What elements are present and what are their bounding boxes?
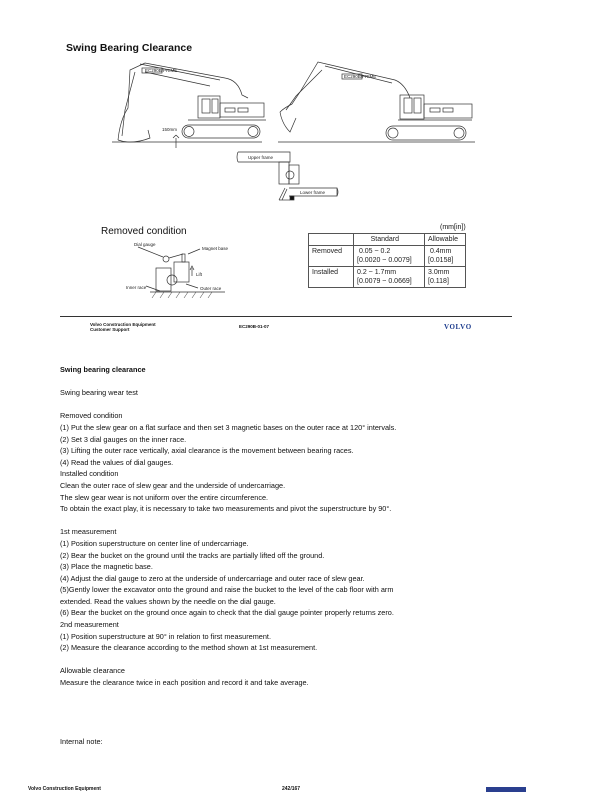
machine-decal-left: EC290B/PRIME — [145, 68, 178, 73]
lift-label: Lift — [196, 272, 203, 277]
step: (4) Read the values of dial gauges. — [60, 457, 174, 467]
step: (1) Position superstructure on center line of undercarriage. — [60, 538, 249, 548]
footer-divider — [60, 316, 512, 317]
section-heading: Swing bearing clearance — [60, 365, 146, 374]
paragraph-line: Measure the clearance twice in each position and record it and take average. — [60, 678, 309, 688]
page-footer-company: Volvo Construction Equipment Customer Support — [90, 322, 156, 332]
figure-title: Swing Bearing Clearance — [66, 42, 193, 54]
header-cell: Standard — [354, 234, 425, 246]
step: (1) Put the slew gear on a flat surface and then set 3 magnetic bases on the outer race at 120° intervals. — [60, 422, 397, 432]
upper-frame-label: Upper frame — [248, 155, 274, 160]
step: (2) Set 3 dial gauges on the inner race. — [60, 434, 187, 444]
step: (3) Place the magnetic base. — [60, 562, 153, 572]
clearance-spec-table — [308, 233, 466, 288]
step: extended. Read the values shown by the needle on the dial gauge. — [60, 596, 276, 606]
standard-cell: 0.2 ~ 1.7mm [0.0079 ~ 0.0669] — [354, 267, 425, 288]
paragraph-line: To obtain the exact play, it is necessary to take two measurements and pivot the superstructure by 90°. — [60, 504, 392, 514]
first-measurement-heading: 1st measurement — [60, 527, 117, 537]
allowable-cell: 3.0mm [0.118] — [425, 267, 466, 288]
page-footer-doc-code: EC290B-01-07 — [239, 324, 270, 329]
lower-frame-label: Lower frame — [300, 190, 326, 195]
header-cell — [309, 234, 354, 246]
magnet-base-label: Magnet base — [202, 246, 229, 251]
header-cell: Allowable — [425, 234, 466, 246]
step: (1) Position superstructure at 90° in relation to first measurement. — [60, 631, 271, 641]
step: (4) Adjust the dial gauge to zero at the underside of undercarriage and outer race of slew gear. — [60, 573, 365, 583]
inner-race-label: Inner race — [126, 285, 147, 290]
step: (3) Lifting the outer race vertically, axial clearance is the movement between bearing races. — [60, 446, 354, 456]
step: (6) Bear the bucket on the ground once again to check that the dial gauge pointer properly returns zero. — [60, 608, 394, 618]
step: (2) Bear the bucket on the ground until the tracks are partially lifted off the ground. — [60, 550, 325, 560]
second-measurement-heading: 2nd measurement — [60, 620, 119, 630]
machine-decal-right: EC290B/PRIME — [344, 74, 377, 79]
allowable-clearance-heading: Allowable clearance — [60, 666, 125, 676]
bottom-footer-company: Volvo Construction Equipment — [28, 786, 101, 792]
excavator-diagram — [0, 0, 612, 320]
unit-label: (mm[in]) — [440, 224, 466, 231]
bottom-volvo-logo — [486, 787, 526, 792]
height-150-label: 150mm — [162, 127, 178, 132]
bottom-footer-page: 242/167 — [282, 786, 301, 792]
condition-cell: Installed — [309, 267, 354, 288]
subheading: Swing bearing wear test — [60, 388, 138, 398]
procedure-text — [60, 364, 540, 689]
condition-cell: Removed — [309, 246, 354, 267]
standard-cell: 0.05 ~ 0.2 [0.0020 ~ 0.0079] — [354, 246, 425, 267]
paragraph-line: The slew gear wear is not uniform over the entire circumference. — [60, 492, 269, 502]
outer-race-label: Outer race — [200, 286, 222, 291]
step: (5)Gently lower the excavator onto the ground and raise the bucket to the level of the cab floor with arm — [60, 585, 394, 595]
removed-condition-title: Removed condition — [101, 226, 187, 237]
paragraph-line: Clean the outer race of slew gear and the underside of undercarriage. — [60, 480, 286, 490]
table-row — [309, 246, 466, 267]
allowable-cell: 0.4mm [0.0158] — [425, 246, 466, 267]
internal-note: Internal note: — [60, 737, 103, 746]
volvo-logo: VOLVO — [444, 323, 472, 331]
installed-condition-heading: Installed condition — [60, 469, 119, 479]
table-row — [309, 267, 466, 288]
step: (2) Measure the clearance according to the method shown at 1st measurement. — [60, 643, 318, 653]
removed-condition-heading: Removed condition — [60, 411, 123, 421]
dial-gauge-label: Dial gauge — [134, 242, 156, 247]
table-header-row — [309, 234, 466, 246]
